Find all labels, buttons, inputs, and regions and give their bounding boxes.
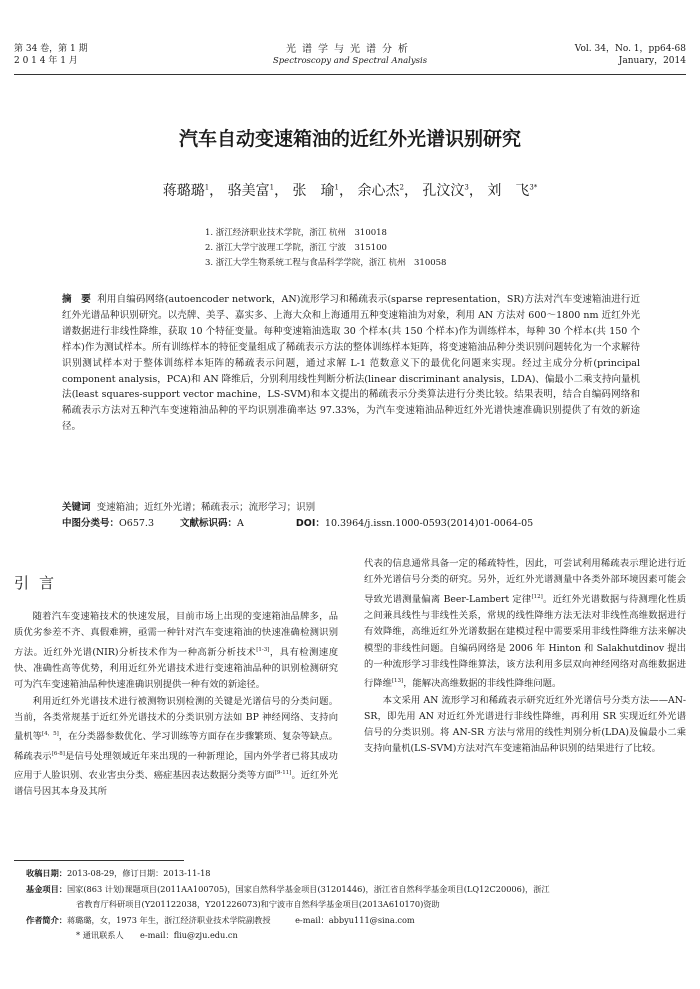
journal-volume: 第 34 卷，第 1 期 2 0 1 4 年 1 月: [14, 44, 88, 66]
keywords-block: 关键词 变速箱油；近红外光谱；稀疏表示；流形学习；识别 中图分类号：O657.3 文献标识码：A DOI：10.3964/j.issn.1000-0593(2014)01-0064-05: [62, 502, 534, 529]
intro-left-column: 随着汽车变速箱技术的快速发展，目前市场上出现的变速箱油品牌多，品质优劣参差不齐、真假难辨，亟需一种针对汽车变速箱油的快速准确检测识别方法。近红外光谱(NIR)分析技术作为一种高新分析技术[1-3]，具有检测速度快、准确性高等优势，利用近红外光谱技术进行变速箱油品种的识别检测研究可为汽车变速箱油品种快速准确识别提供一种有效的新途径。 利用近红外光谱技术进行被测物识别检测的关键是光谱信号的分类问题。当前，各类常规基于近红外光谱技术的分类识别方法如 BP 神经网络、支持向量机等[4，5]，在分类器参数优化、学习训练等方面存在步骤繁琐、复杂等缺点。稀疏表示[6-8]是信号处理领域近年来出现的一种新理论，国内外学者已将其成功应用于人脸识别、农业害虫分类、癌症基因表达数据分类等方面[9-11]。近红外光谱信号因其本身及其所: [14, 611, 338, 798]
footnote-rule: [14, 860, 184, 861]
section-heading: 引言: [14, 574, 65, 592]
journal-issue: Vol. 34，No. 1，pp64-68 January，2014: [574, 44, 686, 66]
paper-title: 汽车自动变速箱油的近红外光谱识别研究: [178, 128, 521, 150]
abstract: 摘 要 利用自编码网络(autoencoder network，AN)流形学习和稀疏表示(sparse representation，SR)方法对汽车变速箱油进行近红外光谱品种识别研究。以壳牌、美孚、嘉实多、上海大众和上海通用五种变速箱油为对象，利用 AN 方法对 600～1800 nm 近红外光谱数据进行非线性降维，获取 10 个特征变量。每种变速箱油选取 30 个样本(共 150 个样本)作为训练样本，每种 30 个样本(共 150 个样本)作为测试样本。所有训练样本的特征变量组成了稀疏表示方法的整体训练样本矩阵，将变速箱油品种分类识别问题转化为一个求解待识别测试样本对于整体训练样本矩阵的稀疏表示问题，通过求解 L-1 范数意义下的最优化问题来实现。经过主成分分析(principal component analysis，PCA)和 AN 降维后，分别利用线性判断分析法(linear discriminant analysis，LDA)、偏最小二乘支持向量机法(least squares-support vector machine，LS-SVM)和本文提出的稀疏表示分类算法进行分类比较。结果表明，结合自编码网络和稀疏表示方法对五种汽车变速箱油品种的平均识别准确率达 97.33%，为汽车变速箱油品种近红外光谱快速准确识别提供了有效的新途径。: [62, 294, 640, 433]
intro-right-column: 代表的信息通常具备一定的稀疏特性，因此，可尝试利用稀疏表示理论进行近红外光谱信号分类的研究。另外，近红外光谱测量中各类外部环境因素可能会导致光谱测量偏离 Beer-Lambert 定律[12]。近红外光谱数据与待测理化性质之间兼具线性与非线性关系，常规的线性降维方法无法对非线性高维数据进行有效降维，高维近红外光谱数据在建模过程中需要采用非线性降维方法来解决模型的非线性问题。自编码网络是 2006 年 Hinton 和 Salakhutdinov 提出的一种流形学习非线性降维算法，该方法利用多层双向神经网络对高维数据进行降维[13]，能解决高维数据的非线性降维问题。 本文采用 AN 流形学习和稀疏表示研究近红外光谱信号分类方法——AN-SR，即先用 AN 对近红外光谱进行非线性降维，再利用 SR 实现近红外光谱信号的分类识别。将 AN-SR 方法与常用的线性判别分析(LDA)及偏最小二乘支持向量机(LS-SVM)方法对汽车变速箱油品种识别的结果进行了比较。: [364, 558, 686, 755]
footnotes: 收稿日期：2013-08-29，修订日期：2013-11-18 基金项目：国家(863 计划)课题项目(2011AA100705)，国家自然科学基金项目(31201446)，浙江省自然科学基金项目(LQ12C20006)，浙江 省教育厅科研项目(Y201122038，Y201226073)和宁波市自然科学基金项目(2013A610170)资助 作者简介：蒋璐璐，女，1973 年生，浙江经济职业技术学院副教授 e-mail：abbyu111@sina.com * 通讯联系人 e-mail：fliu@zju.edu.cn: [26, 868, 550, 940]
header-rule: [14, 74, 686, 75]
affiliations: 1. 浙江经济职业技术学院，浙江 杭州 310018 2. 浙江大学宁波理工学院，浙江 宁波 315100 3. 浙江大学生物系统工程与食品科学学院，浙江 杭州 310058: [205, 228, 447, 268]
author-list: 蒋璐璐$^1$， 骆美富$^1$， 张 瑜$^1$， 余心杰$^2$， 孔汶汶$^3$， 刘 飞$^{3*}$: [162, 183, 538, 199]
journal-name: 光谱学与光谱分析 Spectroscopy and Spectral Analysis: [272, 44, 428, 66]
